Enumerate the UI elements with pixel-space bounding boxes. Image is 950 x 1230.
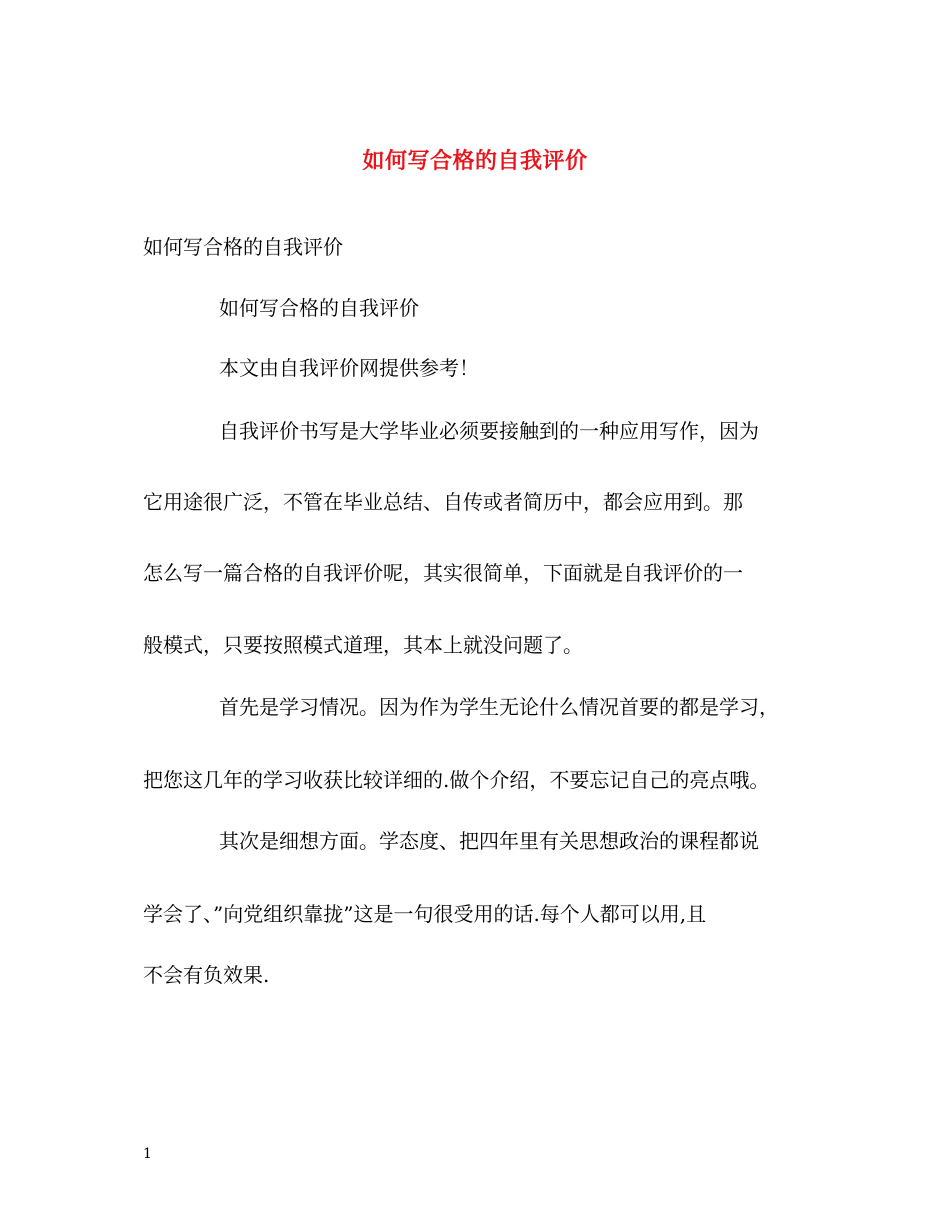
paragraph1-line2: 它用途很广泛，不管在毕业总结、自传或者简历中，都会应用到。那 — [143, 490, 743, 514]
paragraph3-line3: 不会有负效果. — [143, 963, 270, 987]
document-title: 如何写合格的自我评价 — [362, 148, 588, 174]
paragraph1-line4: 般模式，只要按照模式道理，其本上就没问题了。 — [143, 633, 583, 657]
paragraph3-line1: 其次是细想方面。学态度、把四年里有关思想政治的课程都说 — [219, 829, 759, 853]
paragraph2-line1: 首先是学习情况。因为作为学生无论什么情况首要的都是学习， — [219, 695, 779, 719]
heading: 如何写合格的自我评价 — [219, 296, 419, 320]
paragraph3-line2: 学会了、”向党组织靠拢”这是一句很受用的话.每个人都可以用,且 — [143, 902, 707, 926]
paragraph1-line1: 自我评价书写是大学毕业必须要接触到的一种应用写作，因为 — [219, 419, 759, 443]
paragraph2-line2: 把您这几年的学习收获比较详细的.做个介绍，不要忘记自己的亮点哦。 — [143, 768, 770, 792]
page-number: 1 — [143, 1146, 152, 1162]
source-note: 本文由自我评价网提供参考！ — [219, 356, 479, 380]
subtitle: 如何写合格的自我评价 — [143, 235, 343, 259]
paragraph1-line3: 怎么写一篇合格的自我评价呢，其实很简单，下面就是自我评价的一 — [143, 561, 743, 585]
